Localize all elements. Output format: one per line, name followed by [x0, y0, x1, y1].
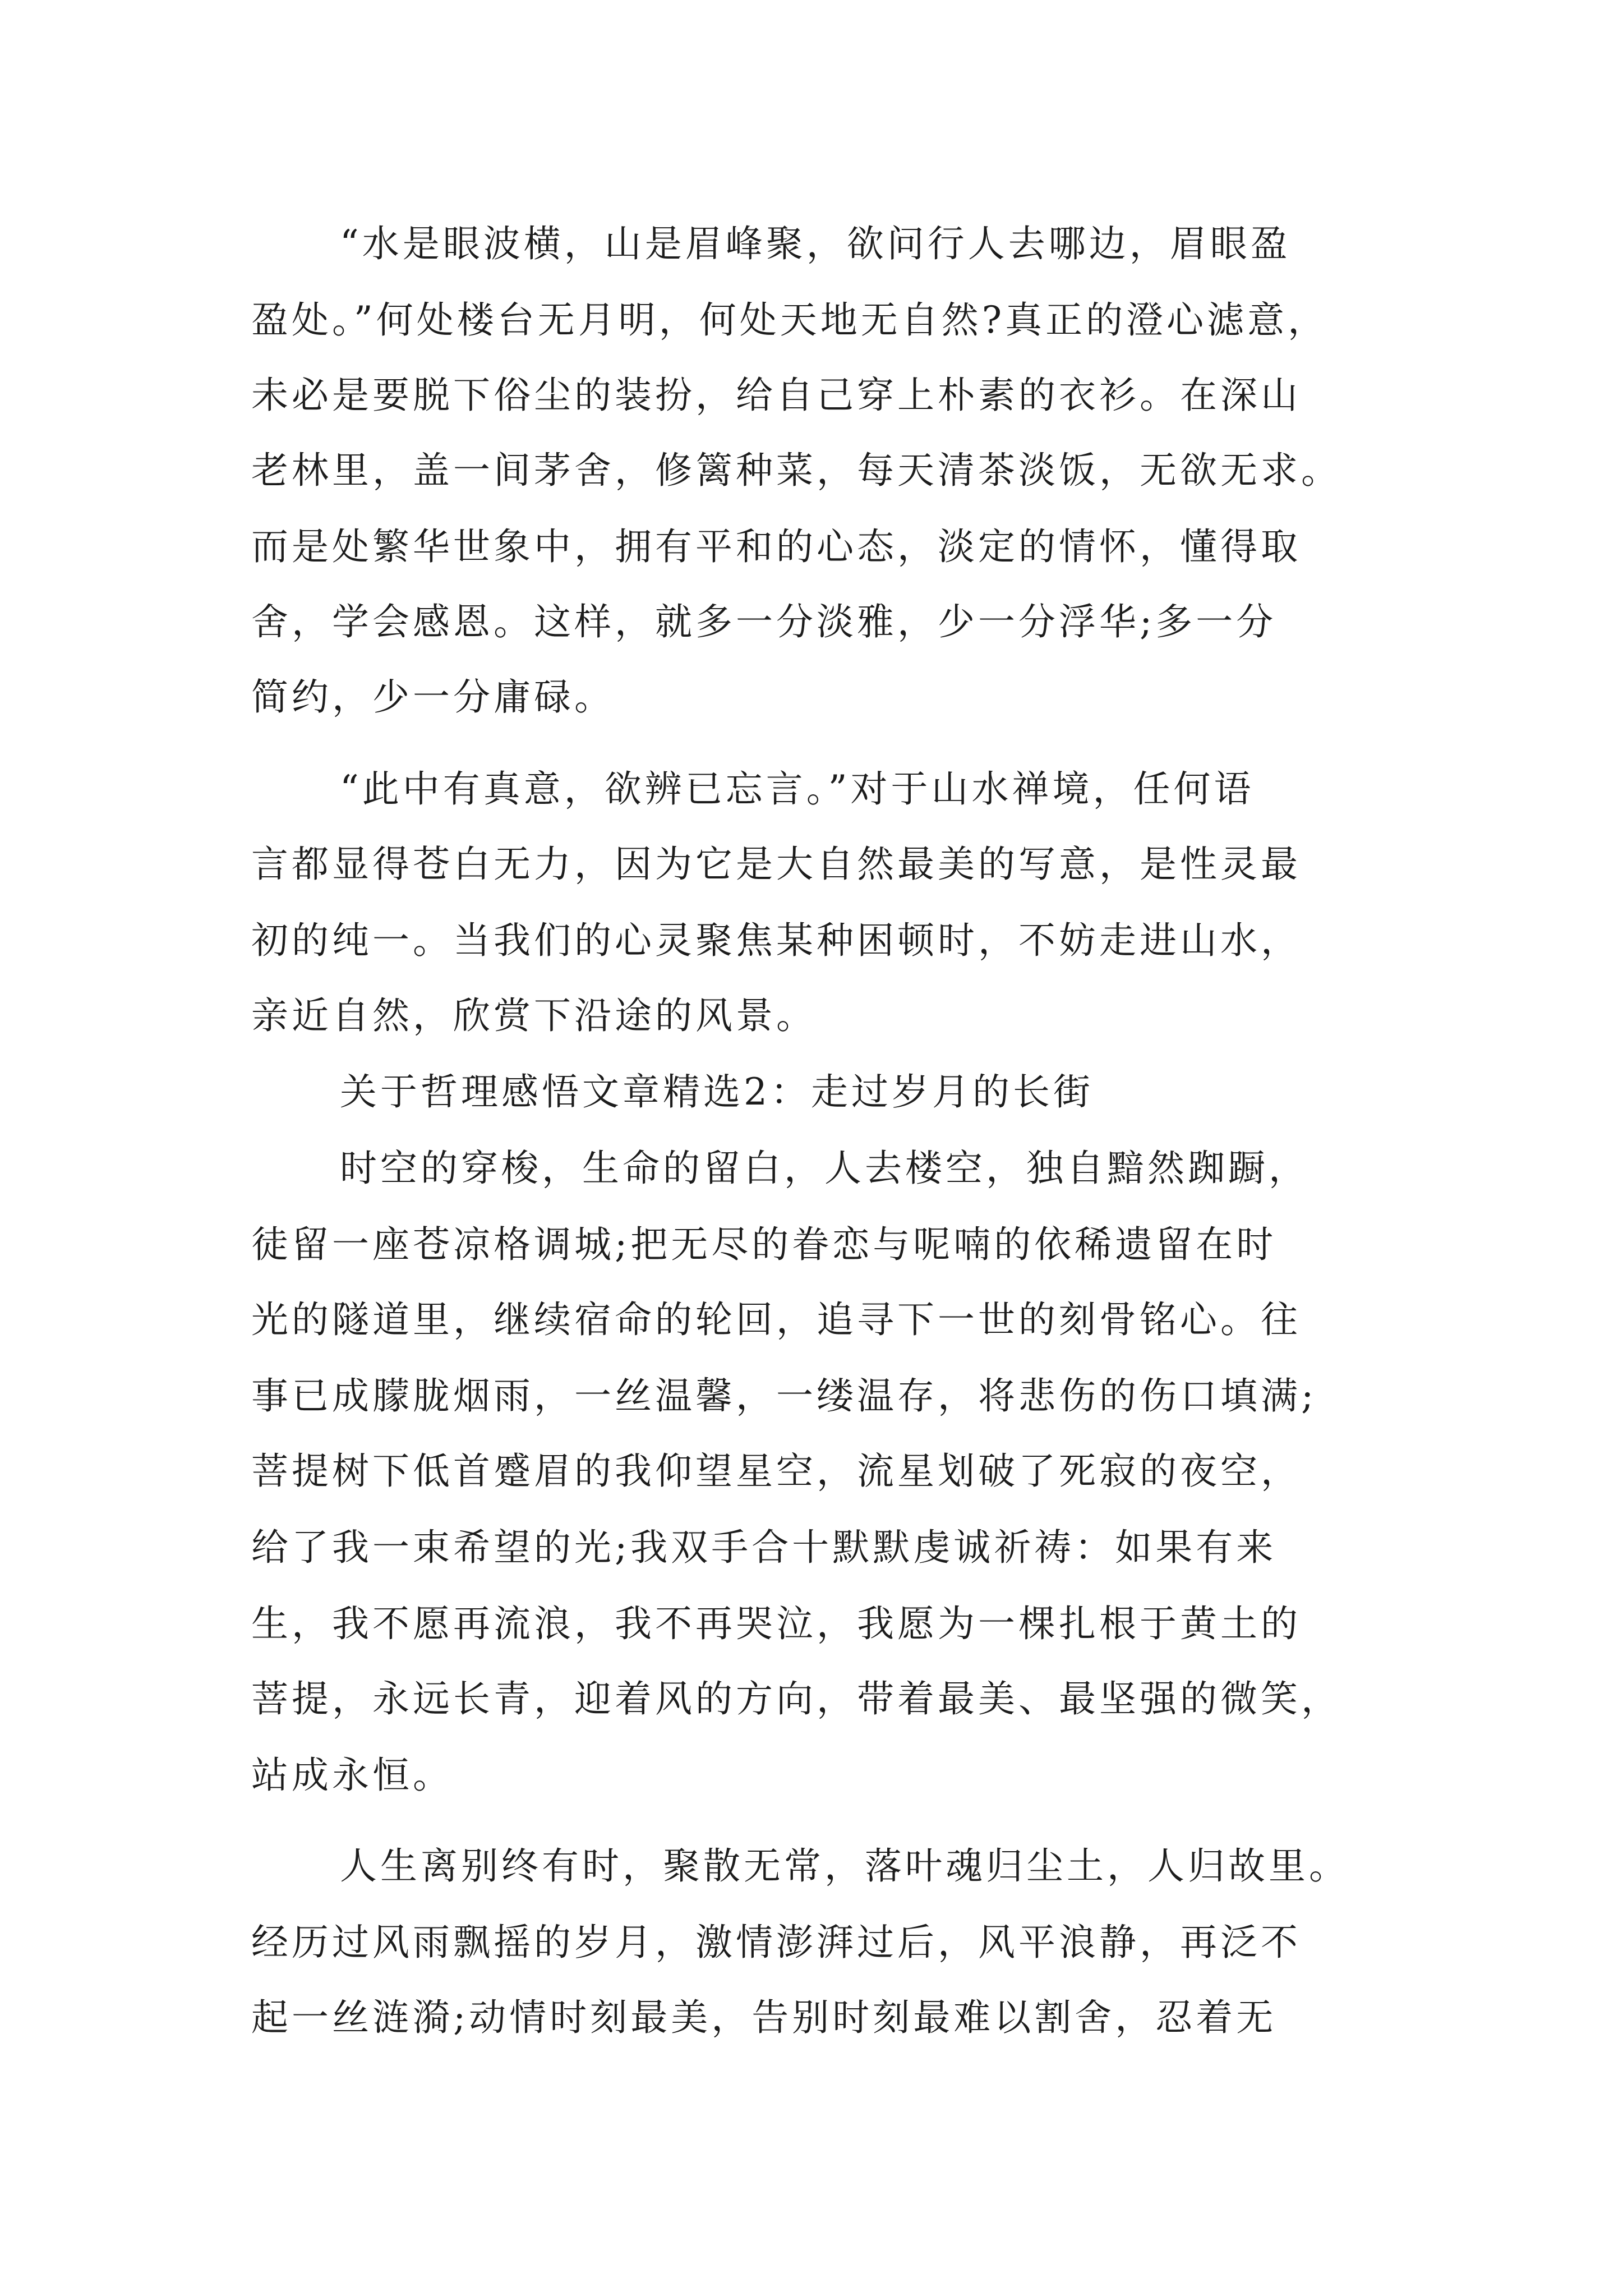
- text-line: 而是处繁华世象中，拥有平和的心态，淡定的情怀，懂得取: [251, 525, 1301, 568]
- text-line: 光的隧道里，继续宿命的轮回，追寻下一世的刻骨铭心。往: [251, 1298, 1301, 1341]
- text-line: “水是眼波横，山是眉峰聚，欲问行人去哪边，眉眼盈: [340, 222, 1291, 265]
- text-line: 起一丝涟漪;动情时刻最美，告别时刻最难以割舍，忍着无: [251, 1996, 1277, 2039]
- text-line: 盈处。”何处楼台无月明，何处天地无自然?真正的澄心滤意，: [251, 298, 1329, 342]
- text-line: 给了我一束希望的光;我双手合十默默虔诚祈祷：如果有来: [251, 1526, 1277, 1569]
- text-line: “此中有真意，欲辨已忘言。”对于山水禅境，任何语: [340, 767, 1255, 811]
- text-line: 舍，学会感恩。这样，就多一分淡雅，少一分浮华;多一分: [251, 600, 1277, 643]
- text-line: 人生离别终有时，聚散无常，落叶魂归尘土，人归故里。: [340, 1844, 1349, 1888]
- section-heading: 关于哲理感悟文章精选2：走过岁月的长街: [340, 1070, 1094, 1114]
- text-line: 老林里，盖一间茅舍，修篱种菜，每天清茶淡饭，无欲无求。: [251, 449, 1341, 492]
- text-line: 未必是要脱下俗尘的装扮，给自己穿上朴素的衣衫。在深山: [251, 374, 1301, 417]
- text-line: 初的纯一。当我们的心灵聚焦某种困顿时，不妨走进山水，: [251, 919, 1301, 962]
- text-line: 徒留一座苍凉格调城;把无尽的眷恋与呢喃的依稀遗留在时: [251, 1223, 1277, 1266]
- text-line: 站成永恒。: [251, 1754, 453, 1797]
- text-line: 经历过风雨飘摇的岁月，激情澎湃过后，风平浪静，再泛不: [251, 1921, 1301, 1964]
- text-line: 事已成朦胧烟雨，一丝温馨，一缕温存，将悲伤的伤口填满;: [251, 1374, 1317, 1418]
- text-line: 生，我不愿再流浪，我不再哭泣，我愿为一棵扎根于黄土的: [251, 1602, 1301, 1645]
- text-line: 言都显得苍白无力，因为它是大自然最美的写意，是性灵最: [251, 843, 1301, 886]
- text-line: 时空的穿梭，生命的留白，人去楼空，独自黯然踟蹰，: [340, 1147, 1309, 1190]
- text-line: 亲近自然，欣赏下沿途的风景。: [251, 994, 817, 1037]
- text-line: 简约，少一分庸碌。: [251, 675, 615, 719]
- text-line: 菩提树下低首蹙眉的我仰望星空，流星划破了死寂的夜空，: [251, 1450, 1301, 1493]
- text-line: 菩提，永远长青，迎着风的方向，带着最美、最坚强的微笑，: [251, 1677, 1341, 1720]
